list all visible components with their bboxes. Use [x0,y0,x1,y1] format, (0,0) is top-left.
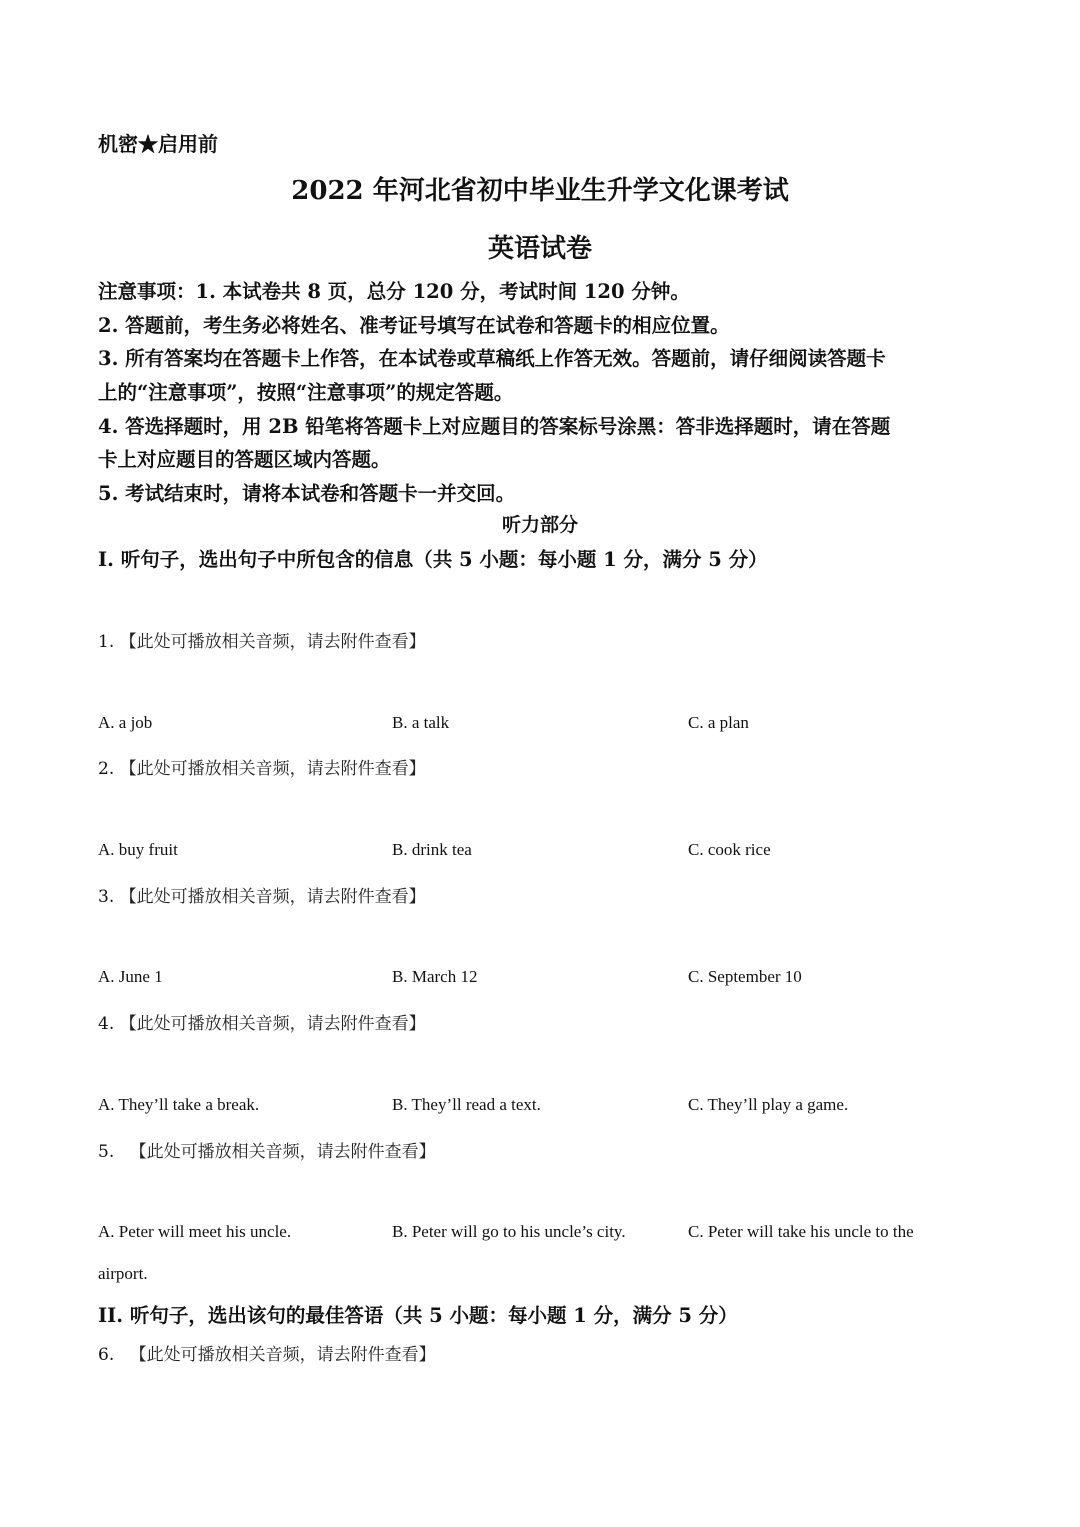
question-number: 3. [98,887,115,907]
exam-subtitle: 英语试卷 [487,234,592,264]
confidential-label: 机密★启用前 [98,132,218,156]
notice-line: 上的“注意事项”，按照“注意事项”的规定答题。 [98,381,514,404]
audio-placeholder[interactable]: 【此处可播放相关音频，请去附件查看】 [129,1345,436,1365]
option-c-continued: airport. [98,1264,148,1283]
question-5 [98,1137,436,1162]
audio-placeholder[interactable]: 【此处可播放相关音频，请去附件查看】 [119,1014,426,1034]
option-b: B. They’ll read a text. [392,1095,541,1114]
option-b: B. drink tea [392,840,472,859]
option-c: C. September 10 [688,967,802,986]
section-2-heading: II. 听句子，选出该句的最佳答语（共 5 小题：每小题 1 分，满分 5 分） [98,1304,738,1327]
audio-placeholder[interactable]: 【此处可播放相关音频，请去附件查看】 [119,887,426,907]
option-b: B. Peter will go to his uncle’s city. [392,1222,626,1241]
question-2 [98,754,426,779]
notice-line: 3. 所有答案均在答题卡上作答，在本试卷或草稿纸上作答无效。答题前，请仔细阅读答题卡 [98,347,886,370]
audio-placeholder[interactable]: 【此处可播放相关音频，请去附件查看】 [119,759,426,779]
question-number: 1. [98,632,115,652]
option-a: A. a job [98,713,153,732]
option-b: B. a talk [392,713,450,732]
option-a: A. buy fruit [98,840,178,859]
question-1 [98,627,426,652]
question-number: 2. [98,759,115,779]
option-a: A. They’ll take a break. [98,1095,260,1114]
question-number: 5. [98,1142,115,1162]
question-3 [98,882,426,907]
audio-placeholder[interactable]: 【此处可播放相关音频，请去附件查看】 [129,1142,436,1162]
section-1-heading: Ⅰ. 听句子，选出句子中所包含的信息（共 5 小题：每小题 1 分，满分 5 分） [98,548,768,571]
option-c: C. Peter will take his uncle to the [688,1222,914,1241]
question-number: 6. [98,1345,115,1365]
notice-line: 注意事项：1. 本试卷共 8 页，总分 120 分，考试时间 120 分钟。 [98,280,690,303]
option-c: C. cook rice [688,840,771,859]
question-6 [98,1340,436,1365]
listening-part-title: 听力部分 [501,514,578,536]
option-c: C. a plan [688,713,749,732]
question-4 [98,1009,426,1034]
option-a: A. June 1 [98,967,163,986]
notice-line: 2. 答题前，考生务必将姓名、准考证号填写在试卷和答题卡的相应位置。 [98,314,730,337]
question-number: 4. [98,1014,115,1034]
notice-line: 4. 答选择题时，用 2B 铅笔将答题卡上对应题目的答案标号涂黑：答非选择题时，请在答题 [98,415,891,438]
option-a: A. Peter will meet his uncle. [98,1222,292,1241]
exam-title: 2022 年河北省初中毕业生升学文化课考试 [291,176,789,206]
notice-line: 5. 考试结束时，请将本试卷和答题卡一并交回。 [98,482,516,505]
notice-line: 卡上对应题目的答题区域内答题。 [98,448,391,471]
option-b: B. March 12 [392,967,478,986]
option-c: C. They’ll play a game. [688,1095,849,1114]
audio-placeholder[interactable]: 【此处可播放相关音频，请去附件查看】 [119,632,426,652]
